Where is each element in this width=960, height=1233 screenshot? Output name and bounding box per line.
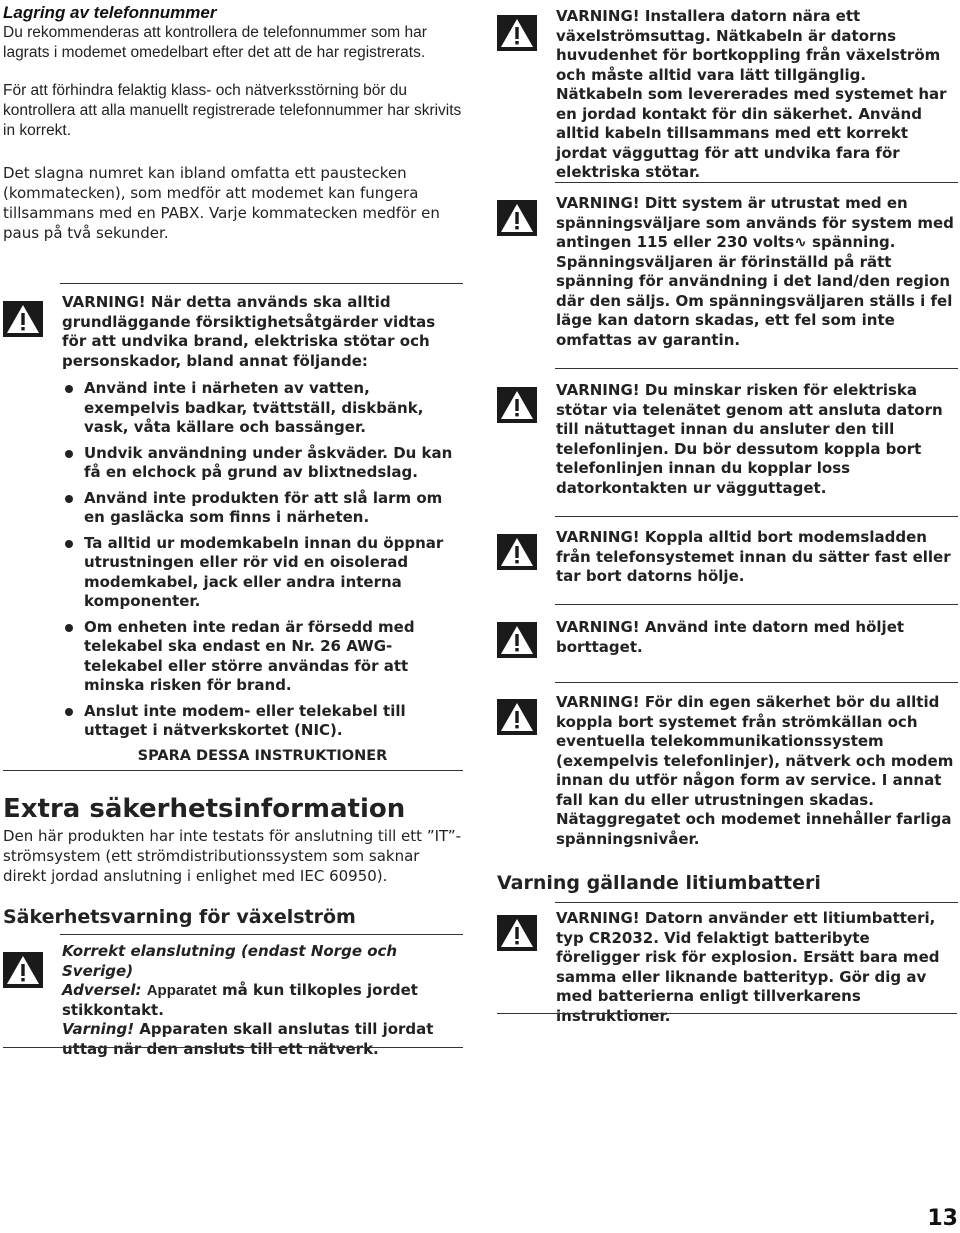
varning-line xyxy=(62,1020,463,1059)
warning-text: VARNING! Ditt system är utrustat med en spänningsväljare som används för system med antingen 115 eller 230 volts∿ spänning. Spänningsväljaren är förinställd på rätt spänning för användning i det land/den region där den säljs. Om spänningsväljaren ställs i fel läge kan datorn skadas, ett fel som inte omfattas av garantin. xyxy=(556,194,954,349)
warning-block-voltage xyxy=(497,194,957,350)
warning-icon xyxy=(497,15,537,51)
paragraph-lagring-3: Det slagna numret kan ibland omfatta ett paustecken (kommatecken), som medför att modemet kan fungera tillsammans med en PABX. Varje kommatecken medför en paus på två sekunder. xyxy=(3,164,440,242)
divider xyxy=(555,182,958,183)
warning-icon xyxy=(497,622,537,658)
warning-block-cover xyxy=(497,618,957,657)
adversel-text-a: Apparatet xyxy=(146,982,217,999)
list-item: Ta alltid ur modemkabeln innan du öppnar utrustningen eller rör vid en oisolerad modemkabel, jack eller andra interna komponenter. xyxy=(62,534,463,612)
list-item: Använd inte produkten för att slå larm om en gasläcka som finns i närheten. xyxy=(62,489,463,528)
warning-icon xyxy=(497,699,537,735)
heading-lithium-battery: Varning gällande litiumbatteri xyxy=(497,872,821,894)
warning-text: VARNING! När detta används ska alltid grundläggande försiktighetsåtgärder vidtas för att undvika brand, elektriska stötar och personskador, bland annat följande: xyxy=(62,293,436,370)
warning-icon xyxy=(497,387,537,423)
warning-block-lithium xyxy=(497,909,957,1026)
paragraph-lagring-2: För att förhindra felaktig klass- och nätverksstörning bör du kontrollera att alla manuellt registrerade telefonnummer har skrivits in korrekt. xyxy=(3,82,462,139)
bullet-icon xyxy=(65,385,73,393)
bullet-icon xyxy=(65,624,73,632)
bullet-icon xyxy=(65,450,73,458)
section-title-lagring: Lagring av telefonnummer xyxy=(3,3,217,22)
warning-text: VARNING! Du minskar risken för elektriska stötar via telenätet genom att ansluta datorn till nätuttaget innan du ansluter den till telefonlinjen. Du bör dessutom koppla bort telefonlinjen innan du kopplar loss datorkontakten ur vägguttaget. xyxy=(556,381,943,497)
save-instructions-note: SPARA DESSA INSTRUKTIONER xyxy=(137,747,388,764)
warning-icon xyxy=(497,534,537,570)
list-item: Anslut inte modem- eller telekabel till uttaget i nätverkskortet (NIC). xyxy=(62,702,463,741)
warning-block-modem-cord xyxy=(497,528,957,587)
divider xyxy=(555,682,958,683)
norway-sweden-title: Korrekt elanslutning (endast Norge och Sverige) xyxy=(62,942,398,980)
divider xyxy=(555,368,958,369)
heading-extra-safety: Extra säkerhetsinformation xyxy=(3,794,406,824)
heading-ac-safety: Säkerhetsvarning för växelström xyxy=(3,906,356,928)
divider xyxy=(60,283,463,284)
bullet-list xyxy=(62,379,463,741)
warning-block-phone-line xyxy=(497,381,957,498)
warning-icon xyxy=(497,915,537,951)
warning-text: VARNING! Installera datorn nära ett växelströmsuttag. Nätkabeln är datorns huvudenhet för bortkoppling från växelström och måste alltid vara lätt tillgänglig. Nätkabeln som levererades med systemet har en jordad kontakt för din säkerhet. Använd alltid kabeln tillsammans med ett korrekt jordat vägguttag för att undvika fara för elektriska stötar. xyxy=(556,7,947,181)
list-item: Använd inte i närheten av vatten, exempelvis badkar, tvättställ, diskbänk, vask, våta källare och bassänger. xyxy=(62,379,463,438)
bullet-icon xyxy=(65,495,73,503)
warning-icon xyxy=(3,301,43,337)
list-item: Undvik användning under åskväder. Du kan få en elchock på grund av blixtnedslag. xyxy=(62,444,463,483)
warning-block-main xyxy=(3,293,463,766)
divider xyxy=(555,902,958,903)
bullet-icon xyxy=(65,708,73,716)
varning-text: Apparaten skall anslutas till jordat uttag när den ansluts till ett nätverk. xyxy=(62,1020,434,1058)
divider xyxy=(555,516,958,517)
varning-label: Varning! xyxy=(62,1020,135,1038)
warning-block-norway xyxy=(3,942,463,1059)
warning-icon xyxy=(497,200,537,236)
paragraph-extra: Den här produkten har inte testats för anslutning till ett ”IT”-strömsystem (ett strömdistributionssystem som saknar direkt jordad anslutning i enlighet med IEC 60950). xyxy=(3,827,462,885)
divider xyxy=(3,1047,463,1048)
warning-text: VARNING! Koppla alltid bort modemsladden från telefonsystemet innan du sätter fast eller tar bort datorns hölje. xyxy=(556,528,951,585)
warning-text: VARNING! Datorn använder ett litiumbatteri, typ CR2032. Vid felaktigt batteribyte föreligger risk för explosion. Ersätt bara med samma eller liknande batterityp. Gör dig av med batterierna enligt tillverkarens instruktioner. xyxy=(556,909,940,1025)
warning-icon xyxy=(3,952,43,988)
warning-block-ac-outlet xyxy=(497,7,957,183)
adversel-label: Adversel: xyxy=(62,981,142,999)
warning-text: VARNING! För din egen säkerhet bör du alltid koppla bort systemet från strömkällan och eventuella telekommunikationssystem (exempelvis telefonlinjer), nätverk och modem innan du utför någon form av service. I annat fall kan du eller utrustningen skadas. Nätaggregatet och modemet innehåller farliga spänningsnivåer. xyxy=(556,693,954,848)
extra-section xyxy=(3,794,463,886)
adversel-text-b: må kun tilkoples jordet stikkontakt. xyxy=(62,981,418,1019)
page-number: 13 xyxy=(927,1206,958,1231)
divider xyxy=(555,604,958,605)
list-item: Om enheten inte redan är försedd med telekabel ska endast en Nr. 26 AWG-telekabel eller större användas för att minska risken för brand. xyxy=(62,618,463,696)
warning-text: VARNING! Använd inte datorn med höljet borttaget. xyxy=(556,618,905,656)
bullet-icon xyxy=(65,540,73,548)
divider xyxy=(3,770,463,771)
adversel-line xyxy=(62,981,463,1020)
divider xyxy=(60,934,463,935)
left-column xyxy=(3,0,463,243)
divider xyxy=(497,1013,957,1014)
warning-block-service xyxy=(497,693,957,849)
paragraph-lagring-1: Du rekommenderas att kontrollera de telefonnummer som har lagrats i modemet omedelbart efter det att de har registrerats. xyxy=(3,24,427,61)
